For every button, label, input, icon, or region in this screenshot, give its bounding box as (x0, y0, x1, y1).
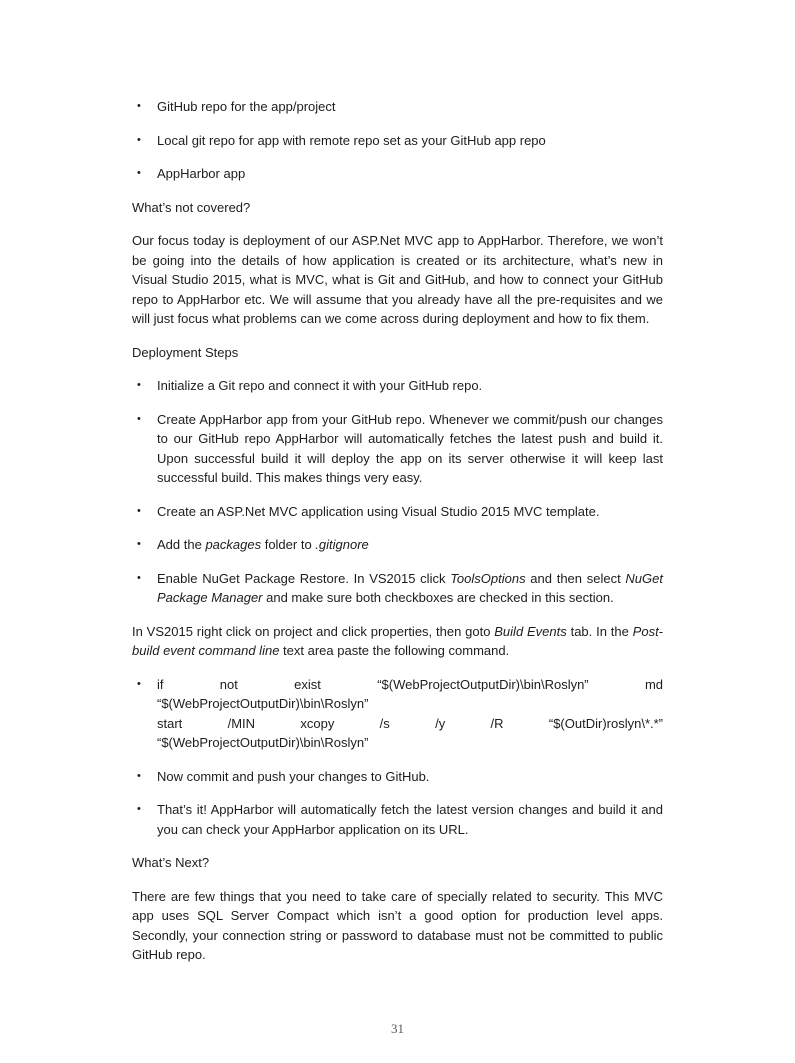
text-run: Add the (157, 537, 206, 552)
bullet-marker: • (137, 167, 141, 179)
text-run-italic: Post-build event command line (132, 623, 664, 658)
list-item-text: GitHub repo for the app/project (157, 99, 336, 114)
section-heading-whats-next: What’s Next? (132, 855, 210, 870)
list-item-text: Now commit and push your changes to GitHub. (157, 768, 430, 784)
list-item-text (157, 535, 663, 555)
bullet-marker: • (137, 803, 141, 815)
page-number: 31 (391, 1021, 404, 1036)
page-content (132, 97, 663, 979)
section-heading-not-covered: What’s not covered? (132, 199, 251, 215)
text-run-italic: Build Events (494, 623, 567, 639)
text-run: tab. In the (566, 623, 633, 639)
paragraph-security: There are few things that you need to take care of specially related to security. This MVC app uses SQL Server Compact which isn’t a good option for production level apps. Secondly, your connection string or password to database must not be committed to public GitHub repo. (132, 888, 663, 962)
text-run-italic: NuGet Package Manager (157, 570, 663, 605)
command-block (157, 675, 663, 753)
text-run: Enable NuGet Package Restore. In VS2015 click (157, 570, 451, 586)
list-item-text: Local git repo for app with remote repo set as your GitHub app repo (157, 132, 546, 148)
bullet-marker: • (137, 133, 141, 146)
command-line: “$(WebProjectOutputDir)\bin\Roslyn” (157, 696, 369, 711)
bullet-marker: • (137, 412, 141, 425)
paragraph-focus: Our focus today is deployment of our ASP.Net MVC app to AppHarbor. Therefore, we won’t be going into the details of how application is created or its architecture, what’s new in Visual Studio 2015, what is MVC, what is Git and GitHub, and how to connect your GitHub repo to AppHarbor etc. We will assume that you already have all the pre-requisites and we will just focus what problems can we come across during deployment and how to fix them. (132, 233, 663, 326)
bullet-marker: • (137, 571, 141, 584)
list-item-local-git-repo (132, 131, 663, 151)
list-item-text: Create an ASP.Net MVC application using Visual Studio 2015 MVC template. (157, 503, 600, 519)
text-run-italic: ToolsOptions (450, 570, 526, 586)
list-item-appharbor-app (132, 164, 663, 184)
list-item-init-git (132, 376, 663, 396)
text-run: In VS2015 right click on project and click properties, then goto (132, 623, 495, 639)
bullet-marker: • (137, 769, 141, 782)
list-item-commit-push (132, 767, 663, 787)
paragraph-build-events (132, 622, 663, 661)
list-item-postbuild-command (132, 675, 663, 753)
text-run: and then select (525, 570, 626, 586)
command-line: “$(WebProjectOutputDir)\bin\Roslyn” (157, 735, 369, 750)
bullet-marker: • (137, 379, 141, 391)
bullet-marker: • (137, 504, 141, 517)
list-item-create-mvc-app (132, 502, 663, 522)
list-item-text: AppHarbor app (157, 166, 246, 181)
list-item-thats-it (132, 800, 663, 839)
list-item-add-gitignore (132, 535, 663, 555)
list-item-text: Create AppHarbor app from your GitHub repo. Whenever we commit/push our changes to our GitHub repo AppHarbor will automatically fetches the latest push and build it. Upon successful build it will deploy the app on its server otherwise it will keep last successful build. This makes things very easy. (157, 411, 663, 485)
bullet-marker: • (137, 677, 141, 690)
bullet-marker: • (137, 538, 141, 550)
text-run: and make sure both checkboxes are checked in this section. (262, 590, 614, 605)
text-run-italic: packages (205, 537, 262, 552)
list-item-github-repo (132, 97, 663, 117)
list-item-nuget-restore (132, 569, 663, 608)
list-item-text: That’s it! AppHarbor will automatically fetch the latest version changes and build it and you can check your AppHarbor application on its URL. (157, 802, 663, 837)
list-item-text (157, 569, 663, 608)
list-item-create-appharbor (132, 410, 663, 488)
command-line: if not exist “$(WebProjectOutputDir)\bin\Roslyn” md (157, 676, 663, 692)
text-run-italic: .gitignore (315, 537, 369, 552)
section-heading-deployment-steps: Deployment Steps (132, 344, 239, 360)
text-run: folder to (261, 537, 316, 552)
text-run: text area paste the following command. (279, 643, 510, 658)
bullet-marker: • (137, 100, 141, 112)
command-line: start /MIN xcopy /s /y /R “$(OutDir)roslyn\*.*” (157, 715, 663, 731)
list-item-text: Initialize a Git repo and connect it with your GitHub repo. (157, 378, 483, 393)
